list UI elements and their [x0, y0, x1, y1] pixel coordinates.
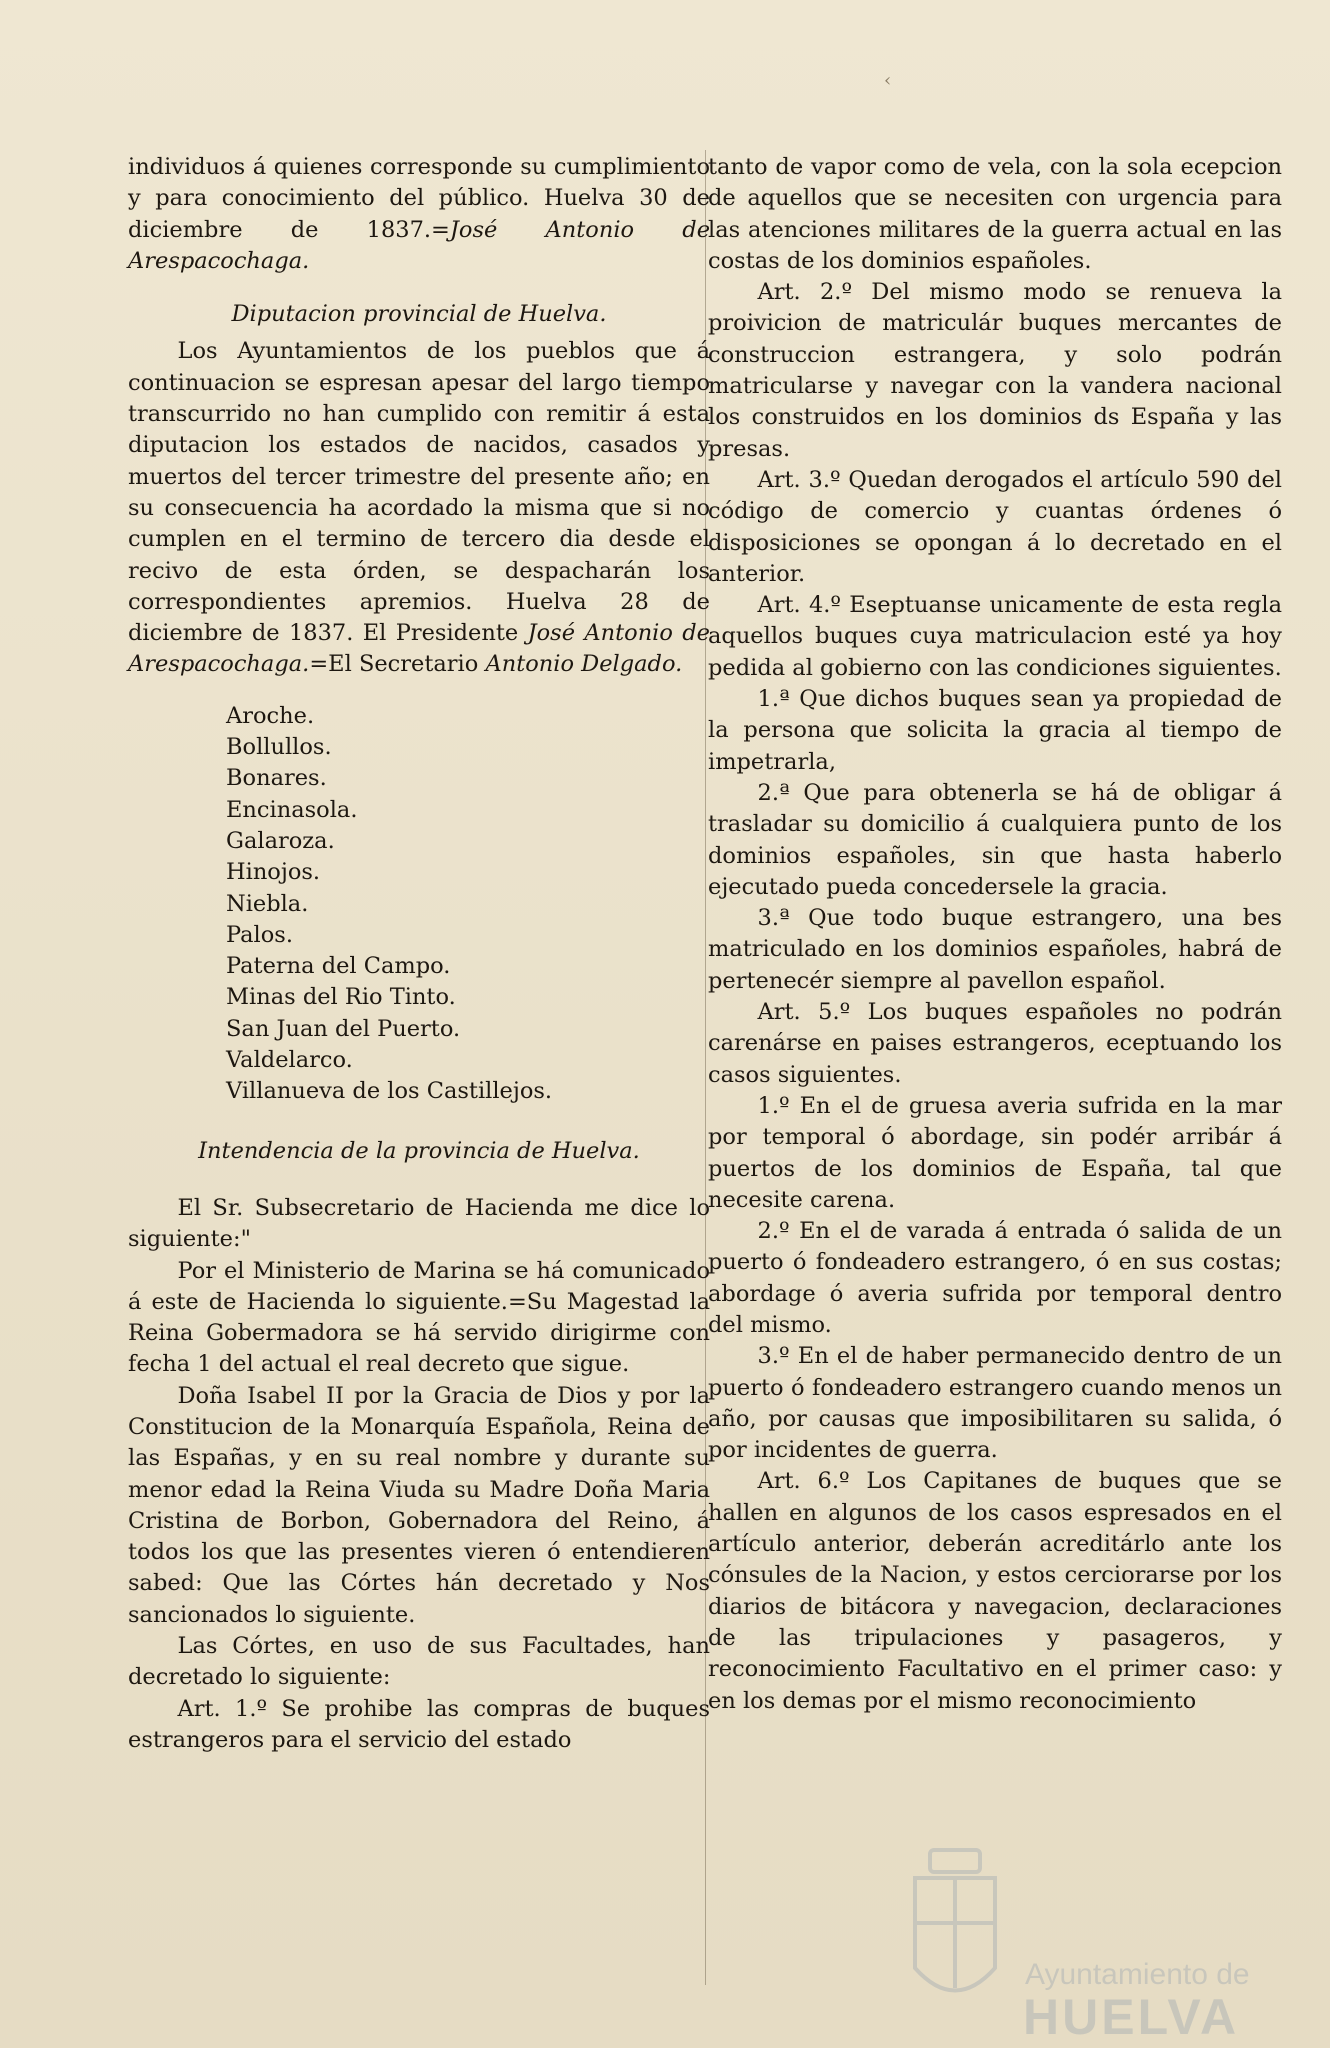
list-item: Encinasola. — [226, 796, 358, 823]
list-item: Palos. — [226, 921, 293, 948]
paragraph: Doña Isabel II por la Gracia de Dios y por la Constitucion de la Monarquía Española, Reina de las Españas, y en su real nombre y durante su menor edad la Reina Viuda su Madre Doña Maria Cristina de Borbon, Gobernadora del Reino, á todos los que las presentes vieren ó entendieren sabed: Que las Córtes hán decretado y Nos sancionados lo siguiente. — [128, 1382, 710, 1628]
case-2: 2.º En el de varada á entrada ó salida de un puerto ó fondeadero estrangero, ó en sus costas; abordage ó averia sufrida por temporal dentro del mismo. — [708, 1218, 1282, 1338]
page-mark: ‹ — [884, 70, 892, 91]
list-item: Valdelarco. — [226, 1047, 353, 1074]
list-item: Villanueva de los Castillejos. — [226, 1078, 553, 1105]
left-column — [128, 152, 710, 1756]
paragraph: tanto de vapor como de vela, con la sola ecepcion de aquellos que se necesiten con urgencia para las atenciones militares de la guerra actual en las costas de los dominios españoles. — [708, 154, 1282, 274]
list-item: Bollullos. — [226, 734, 332, 761]
condition-2: 2.ª Que para obtenerla se há de obligar á trasladar su domicilio á cualquiera punto de los dominios españoles, sin que hasta haberlo ejecutado pueda concedersele la gracia. — [708, 779, 1282, 900]
condition-3: 3.ª Que todo buque estrangero, una bes matriculado en los dominios españoles, habrá de pertenecér siempre al pavellon español. — [708, 905, 1282, 994]
article-3: Art. 3.º Quedan derogados el artículo 590 del código de comercio y cuantas órdenes ó disposiciones se opongan á lo decretado en el anterior. — [708, 466, 1282, 587]
list-item: Aroche. — [226, 702, 315, 729]
list-item: Hinojos. — [226, 859, 321, 886]
section-heading-intendencia: Intendencia de la provincia de Huelva. — [198, 1137, 640, 1164]
article-6: Art. 6.º Los Capitanes de buques que se hallen en algunos de los casos espresados en el artículo anterior, deberán acreditárlo ante los cónsules de la Nacion, y estos cerciorarse por los diarios de bitácora y navegacion, declaraciones de las tripulaciones y pasageros, y reconocimiento Facultativo en el primer caso: y en los demas por el mismo reconocimiento — [708, 1468, 1282, 1714]
list-item: San Juan del Puerto. — [226, 1015, 461, 1042]
article-5: Art. 5.º Los buques españoles no podrán carenárse en paises estrangeros, eceptuando los casos siguientes. — [708, 999, 1282, 1088]
town-list — [226, 701, 710, 1108]
list-item: Bonares. — [226, 765, 327, 792]
closing-text: individuos á quienes corresponde su cumplimiento y para conocimiento del público. Huelva 30 de diciembre de 1837.= — [128, 154, 710, 243]
watermark — [875, 1838, 1250, 2048]
secretary-name: Antonio Delgado. — [485, 651, 683, 678]
article-2: Art. 2.º Del mismo modo se renueva la proivicion de matriculár buques mercantes de construccion estrangera, y solo podrán matricularse y navegar con la vandera nacional los construidos en los dominios ds España y las presas. — [708, 279, 1282, 462]
paragraph: El Sr. Subsecretario de Hacienda me dice lo siguiente:" — [128, 1194, 710, 1253]
signature-name: José Antonio de Arespacochaga. — [128, 216, 711, 274]
section-heading-diputacion: Diputacion provincial de Huelva. — [231, 301, 607, 328]
article-4: Art. 4.º Eseptuanse unicamente de esta regla aquellos buques cuya matriculacion esté ya hoy pedida al gobierno con las condiciones siguientes. — [708, 592, 1282, 681]
closing-paragraph — [128, 152, 710, 277]
paragraph: Las Córtes, en uso de sus Facultades, han decretado lo siguiente: — [128, 1633, 710, 1691]
notice-text: Los Ayuntamientos de los pueblos que á continuacion se espresan apesar del largo tiempo transcurrido no han cumplido con remitir á esta diputacion los estados de nacidos, casados y muertos del tercer trimestre del presente año; en su consecuencia ha acordado la misma que si no cumplen en el termino de tercero dia desde el recivo de esta órden, se despacharán los correspondientes apremios. Huelva 28 de diciembre de 1837. El Presidente — [128, 338, 710, 647]
right-column — [708, 152, 1282, 1717]
secretary-label: =El Secretario — [309, 651, 479, 678]
watermark-line1: Ayuntamiento de — [1025, 1958, 1250, 1991]
paragraph: Por el Ministerio de Marina se há comunicado á este de Hacienda lo siguiente.=Su Magestad la Reina Gobermadora se há servido dirigirme con fecha 1 del actual el real decreto que sigue. — [128, 1257, 710, 1378]
president-name: José Antonio de Arespacochaga. — [128, 620, 710, 678]
case-3: 3.º En el de haber permanecido dentro de un puerto ó fondeadero estrangero cuando menos un año, por causas que imposibilitaren su salida, ó por incidentes de guerra. — [708, 1343, 1282, 1464]
watermark-line2: HUELVA — [1023, 1989, 1240, 2045]
list-item: Minas del Rio Tinto. — [226, 984, 456, 1011]
list-item: Galaroza. — [226, 827, 335, 854]
article-1: Art. 1.º Se prohibe las compras de buques estrangeros para el servicio del estado — [128, 1695, 710, 1753]
list-item: Paterna del Campo. — [226, 953, 451, 980]
case-1: 1.º En el de gruesa averia sufrida en la mar por temporal ó abordage, sin podér arribár á puertos de los dominios de España, tal que necesite carena. — [708, 1092, 1282, 1213]
list-item: Niebla. — [226, 890, 309, 917]
diputacion-notice — [128, 336, 710, 680]
coat-of-arms-icon — [895, 1838, 1015, 2038]
condition-1: 1.ª Que dichos buques sean ya propiedad de la persona que solicita la gracia al tiempo de impetrarla, — [708, 686, 1282, 775]
